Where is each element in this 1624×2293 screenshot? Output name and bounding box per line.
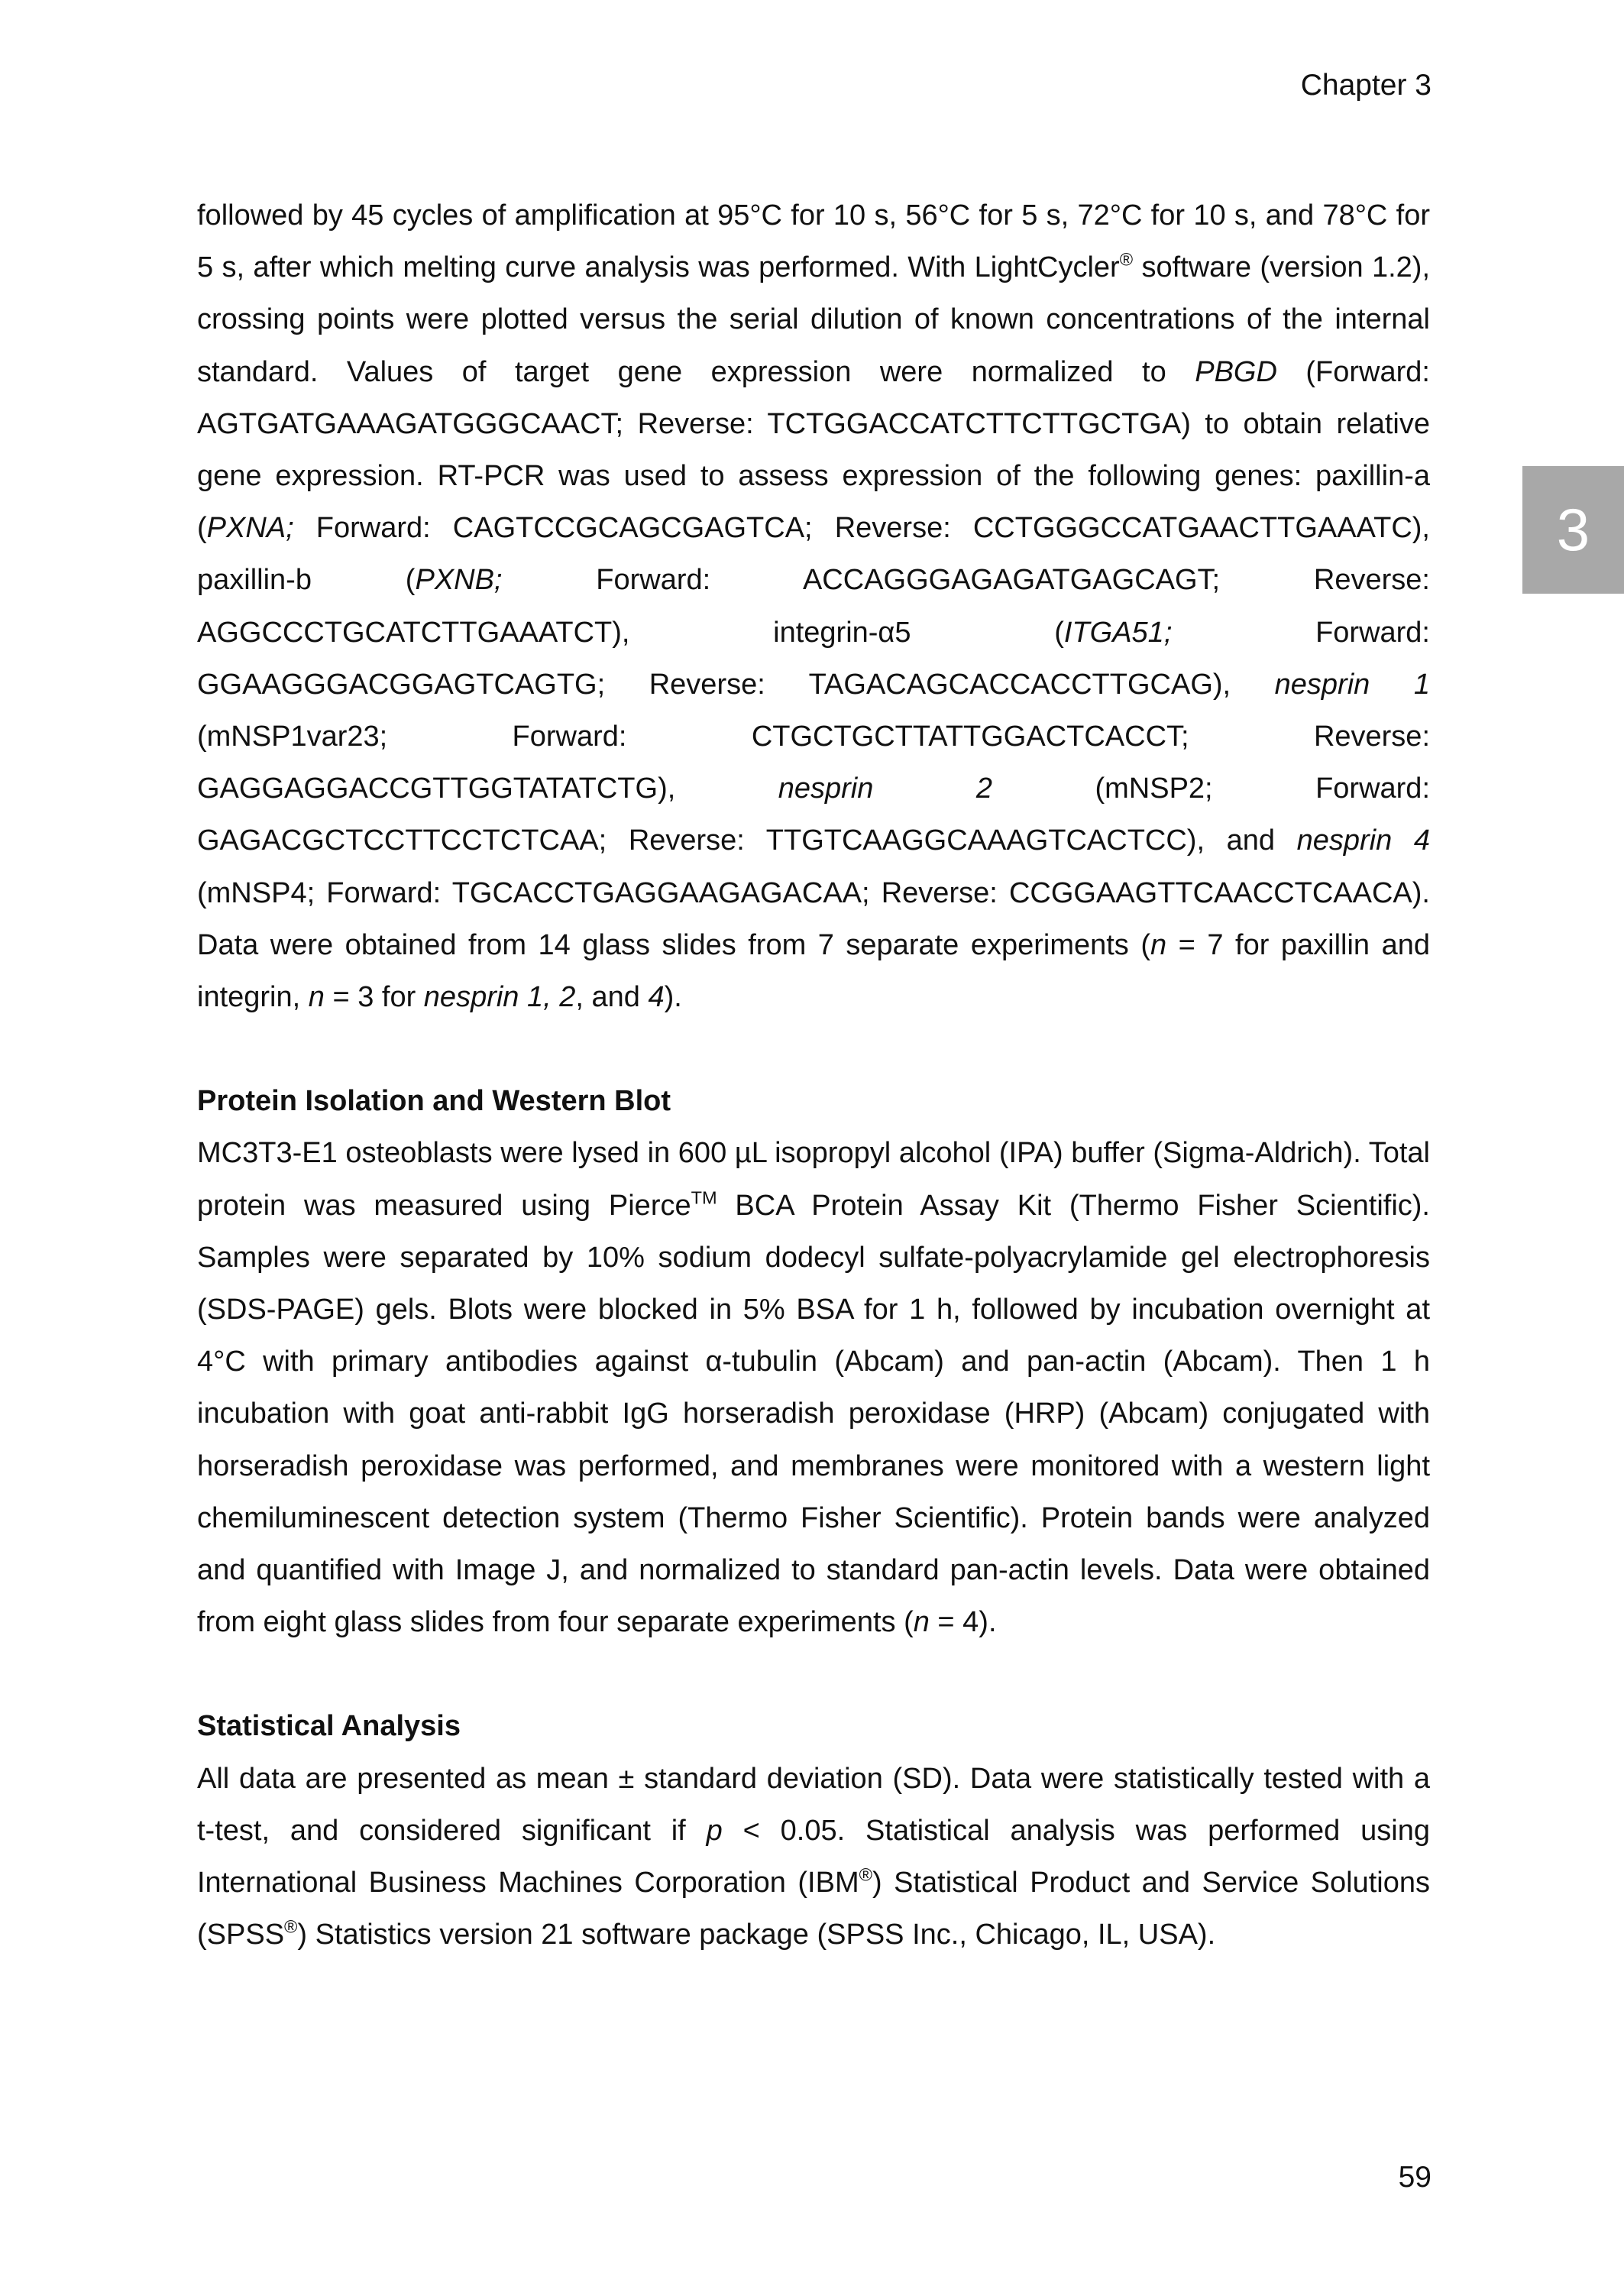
running-header: Chapter 3: [1300, 69, 1432, 102]
page-number: 59: [1398, 2161, 1432, 2194]
chapter-tab: 3: [1522, 466, 1624, 594]
pcr-paragraph: followed by 45 cycles of amplification at 95°C for 10 s, 56°C for 5 s, 72°C for 10 s, and 78°C for 5 s, after which melting curve analysis was performed. With LightCycler® software (version 1.2), crossing points were plotted versus the serial dilution of known concentrations of the internal standard. Values of target gene expression were normalized to PBGD (Forward: AGTGATGAAAGATGGGCAACT; Reverse: TCTGGACCATCTTCTTGCTGA) to obtain relative gene expression. RT-PCR was used to assess expression of the following genes: paxillin-a (PXNA; Forward: CAGTCCGCAGCGAGTCA; Reverse: CCTGGGCCATGAACTTGAAATC), paxillin-b (PXNB; Forward: ACCAGGGAGAGATGAGCAGT; Reverse: AGGCCCTGCATCTTGAAATCT), integrin-α5 (ITGA51; Forward: GGAAGGGACGGAGTCAGTG; Reverse: TAGACAGCACCACCTTGCAG), nesprin 1 (mNSP1var23; Forward: CTGCTGCTTATTGGACTCACCT; Reverse: GAGGAGGACCGTTGGTATATCTG), nesprin 2 (mNSP2; Forward: GAGACGCTCCTTCCTCTCAA; Reverse: TTGTCAAGGCAAAGTCACTCC), and nesprin 4 (mNSP4; Forward: TGCACCTGAGGAAGAGACAA; Reverse: CCGGAAGTTCAACCTCAACA). Data were obtained from 14 glass slides from 7 separate experiments (n = 7 for paxillin and integrin, n = 3 for nesprin 1, 2, and 4).: [197, 199, 1430, 1014]
body-text: [197, 189, 1430, 1961]
statistical-analysis-heading: Statistical Analysis: [197, 1710, 461, 1743]
statistical-analysis-paragraph: All data are presented as mean ± standard deviation (SD). Data were statistically tested with a t-test, and considered significant if p < 0.05. Statistical analysis was performed using International Business Machines Corporation (IBM®) Statistical Product and Service Solutions (SPSS®) Statistics version 21 software package (SPSS Inc., Chicago, IL, USA).: [197, 1762, 1430, 1951]
western-blot-heading: Protein Isolation and Western Blot: [197, 1085, 671, 1118]
western-blot-paragraph: MC3T3-E1 osteoblasts were lysed in 600 µL isopropyl alcohol (IPA) buffer (Sigma-Aldrich). Total protein was measured using Pierce™ BCA Protein Assay Kit (Thermo Fisher Scientific). Samples were separated by 10% sodium dodecyl sulfate-polyacrylamide gel electrophoresis (SDS-PAGE) gels. Blots were blocked in 5% BSA for 1 h, followed by incubation overnight at 4°C with primary antibodies against α-tubulin (Abcam) and pan-actin (Abcam). Then 1 h incubation with goat anti-rabbit IgG horseradish peroxidase (HRP) (Abcam) conjugated with horseradish peroxidase was performed, and membranes were monitored with a western light chemiluminescent detection system (Thermo Fisher Scientific). Protein bands were analyzed and quantified with Image J, and normalized to standard pan-actin levels. Data were obtained from eight glass slides from four separate experiments (n = 4).: [197, 1137, 1430, 1639]
